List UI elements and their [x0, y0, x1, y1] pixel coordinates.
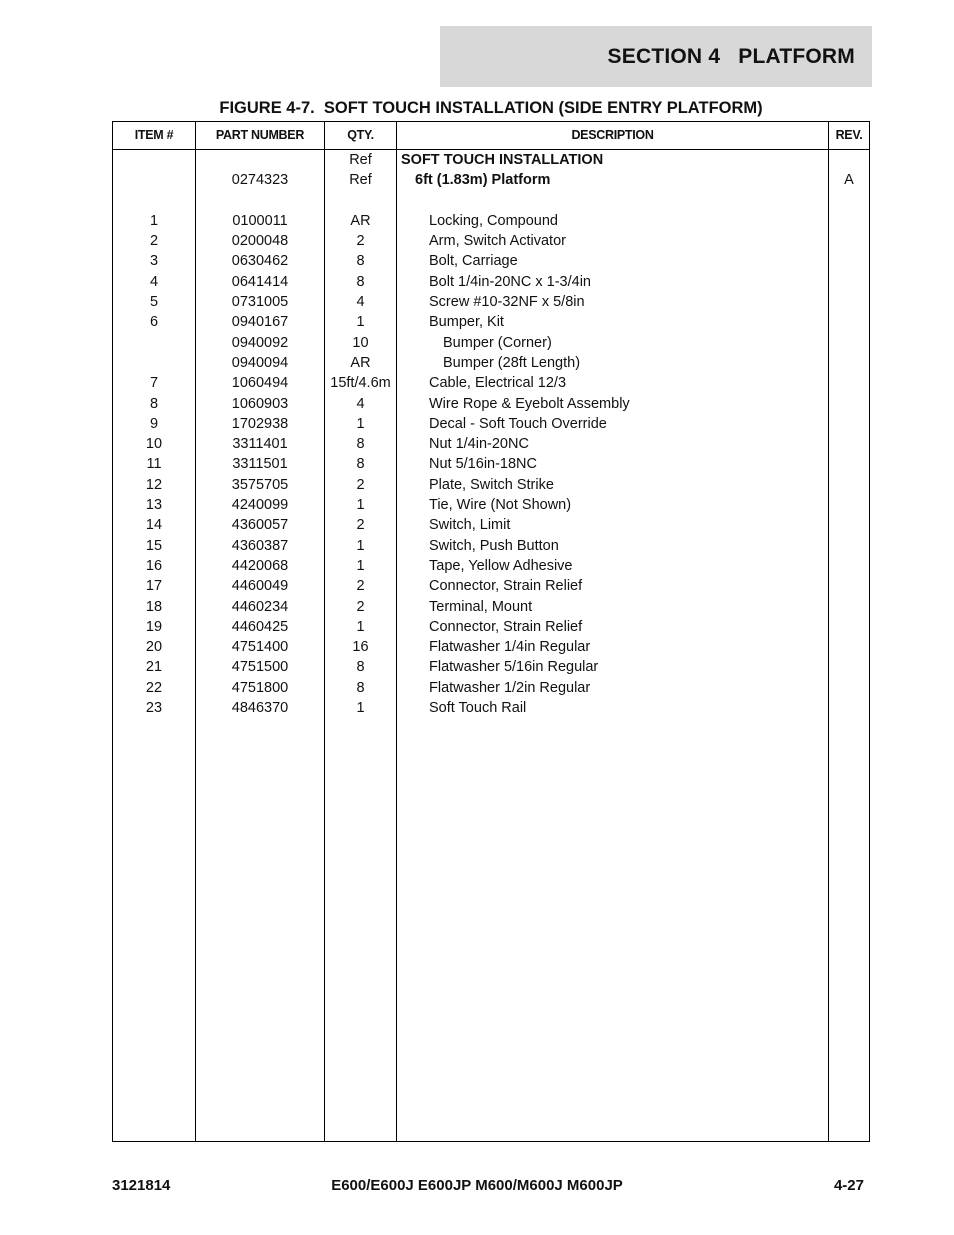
- item-number: 9: [149, 415, 159, 432]
- table-row: [113, 312, 869, 332]
- description: Connector, Strain Relief: [429, 578, 583, 595]
- item-number: 15: [145, 537, 163, 554]
- description: SOFT TOUCH INSTALLATION: [401, 152, 604, 168]
- quantity: 1: [356, 497, 365, 514]
- section-header: [440, 26, 872, 87]
- header-rev: REV.: [835, 128, 863, 142]
- part-number: 3311501: [232, 456, 288, 473]
- item-number: 20: [145, 639, 163, 656]
- description: Flatwasher 1/4in Regular: [429, 639, 591, 656]
- table-row: [113, 617, 869, 637]
- quantity: 10: [352, 334, 369, 351]
- table-row: [113, 231, 869, 251]
- part-number: 1060903: [231, 395, 289, 412]
- table-row: [113, 657, 869, 677]
- description: Bumper (Corner): [443, 334, 552, 351]
- description: Nut 5/16in-18NC: [429, 456, 537, 473]
- item-number: 10: [145, 436, 163, 453]
- table-row: [113, 414, 869, 434]
- part-number: 4420068: [231, 557, 289, 574]
- description: Terminal, Mount: [429, 598, 533, 615]
- item-number: 1: [149, 212, 159, 229]
- item-number: 22: [145, 679, 163, 696]
- quantity: 16: [352, 639, 369, 656]
- description: Switch, Limit: [429, 517, 511, 534]
- description: Bumper, Kit: [429, 314, 504, 331]
- description: Plate, Switch Strike: [429, 476, 554, 493]
- item-number: 7: [149, 375, 159, 392]
- table-row: [113, 515, 869, 535]
- part-number: 3575705: [231, 476, 289, 493]
- quantity: Ref: [349, 152, 372, 168]
- quantity: 1: [356, 557, 365, 574]
- item-number: 11: [146, 456, 162, 473]
- table-row: [113, 637, 869, 657]
- part-number: 0100011: [232, 212, 288, 229]
- description: Arm, Switch Activator: [429, 233, 566, 250]
- table-body: [113, 150, 869, 718]
- quantity: 2: [356, 598, 365, 615]
- table-row: [113, 211, 869, 231]
- quantity: 1: [356, 700, 365, 717]
- table-row: [113, 251, 869, 271]
- table-row: [113, 698, 869, 718]
- quantity: 15ft/4.6m: [330, 375, 391, 392]
- part-number: 0940094: [231, 354, 289, 371]
- table-row: [113, 556, 869, 576]
- part-number: 4460425: [231, 618, 289, 635]
- description: 6ft (1.83m) Platform: [415, 172, 551, 189]
- item-number: 3: [149, 253, 159, 270]
- part-number: 0630462: [231, 253, 289, 270]
- part-number: 4460049: [231, 578, 289, 595]
- table-row: [113, 170, 869, 190]
- item-number: 21: [145, 659, 163, 676]
- table-row: [113, 597, 869, 617]
- table-row: [113, 292, 869, 312]
- description: Wire Rope & Eyebolt Assembly: [429, 395, 630, 412]
- description: Cable, Electrical 12/3: [429, 375, 567, 392]
- doc-number: 3121814: [112, 1177, 171, 1194]
- table-row: [113, 678, 869, 698]
- description: Bolt, Carriage: [429, 253, 518, 270]
- description: Bolt 1/4in-20NC x 1-3/4in: [429, 273, 591, 290]
- table-row: [113, 495, 869, 515]
- header-part-number: PART NUMBER: [215, 128, 305, 142]
- quantity: 2: [356, 476, 365, 493]
- quantity: 1: [356, 537, 365, 554]
- quantity: 8: [356, 273, 365, 290]
- part-number: 0731005: [231, 294, 289, 311]
- table-row: [113, 454, 869, 474]
- item-number: 5: [149, 294, 159, 311]
- quantity: 4: [356, 294, 365, 311]
- model-list: E600/E600J E600JP M600/M600J M600JP: [331, 1177, 623, 1194]
- table-row: [113, 536, 869, 556]
- part-number: 1702938: [231, 415, 289, 432]
- part-number: 4360057: [231, 517, 289, 534]
- table-row: [113, 150, 869, 170]
- header-item: ITEM #: [134, 128, 174, 142]
- parts-table: [112, 121, 870, 1142]
- quantity: 2: [356, 517, 365, 534]
- description: Tie, Wire (Not Shown): [429, 497, 572, 514]
- table-row: [113, 272, 869, 292]
- quantity: 1: [356, 415, 365, 432]
- quantity: 8: [356, 679, 365, 696]
- header-qty: QTY.: [347, 128, 374, 142]
- part-number: 4460234: [231, 598, 289, 615]
- description: Bumper (28ft Length): [443, 354, 581, 371]
- quantity: 1: [356, 314, 365, 331]
- quantity: 8: [356, 659, 365, 676]
- revision: A: [844, 172, 854, 189]
- table-row: [113, 353, 869, 373]
- part-number: 1060494: [231, 375, 289, 392]
- table-row: [113, 394, 869, 414]
- item-number: 13: [145, 497, 163, 514]
- part-number: 0274323: [231, 172, 289, 189]
- figure-title: FIGURE 4-7. SOFT TOUCH INSTALLATION (SIDE ENTRY PLATFORM): [219, 99, 763, 117]
- quantity: 2: [356, 578, 365, 595]
- quantity: AR: [350, 212, 371, 229]
- description: Tape, Yellow Adhesive: [429, 557, 573, 574]
- page-number: 4-27: [833, 1177, 864, 1194]
- part-number: 4751400: [231, 639, 289, 656]
- part-number: 0641414: [231, 273, 289, 290]
- quantity: 8: [356, 253, 365, 270]
- part-number: 0940167: [231, 314, 289, 331]
- item-number: 12: [145, 476, 163, 493]
- table-row: [113, 475, 869, 495]
- description: Switch, Push Button: [429, 537, 559, 554]
- part-number: 4751500: [231, 659, 289, 676]
- header-description: DESCRIPTION: [571, 128, 654, 142]
- part-number: 4240099: [231, 497, 289, 514]
- section-title: SECTION 4 PLATFORM: [607, 44, 855, 68]
- description: Soft Touch Rail: [429, 700, 527, 717]
- description: Flatwasher 5/16in Regular: [429, 659, 599, 676]
- description: Decal - Soft Touch Override: [429, 415, 607, 432]
- description: Locking, Compound: [429, 212, 558, 229]
- part-number: 0940092: [231, 334, 289, 351]
- description: Flatwasher 1/2in Regular: [429, 679, 591, 696]
- quantity: 1: [356, 618, 365, 635]
- item-number: 16: [145, 557, 163, 574]
- item-number: 23: [145, 700, 163, 717]
- description: Screw #10-32NF x 5/8in: [429, 294, 585, 311]
- quantity: AR: [350, 354, 371, 371]
- part-number: 3311401: [232, 436, 288, 453]
- quantity: 4: [356, 395, 365, 412]
- item-number: 14: [145, 517, 163, 534]
- quantity: 8: [356, 436, 365, 453]
- table-row: [113, 434, 869, 454]
- item-number: 8: [149, 395, 159, 412]
- item-number: 6: [149, 314, 159, 331]
- quantity: 2: [356, 233, 365, 250]
- table-row: [113, 373, 869, 393]
- part-number: 4751800: [231, 679, 289, 696]
- quantity: 8: [356, 456, 365, 473]
- description: Nut 1/4in-20NC: [429, 436, 529, 453]
- item-number: 19: [145, 618, 163, 635]
- item-number: 2: [149, 233, 159, 250]
- item-number: 18: [145, 598, 163, 615]
- item-number: 4: [149, 273, 159, 290]
- quantity: Ref: [349, 172, 372, 189]
- table-row: [113, 333, 869, 353]
- part-number: 4846370: [231, 700, 289, 717]
- table-row: [113, 191, 869, 211]
- description: Connector, Strain Relief: [429, 618, 583, 635]
- part-number: 4360387: [231, 537, 289, 554]
- table-row: [113, 576, 869, 596]
- item-number: 17: [145, 578, 163, 595]
- part-number: 0200048: [231, 233, 289, 250]
